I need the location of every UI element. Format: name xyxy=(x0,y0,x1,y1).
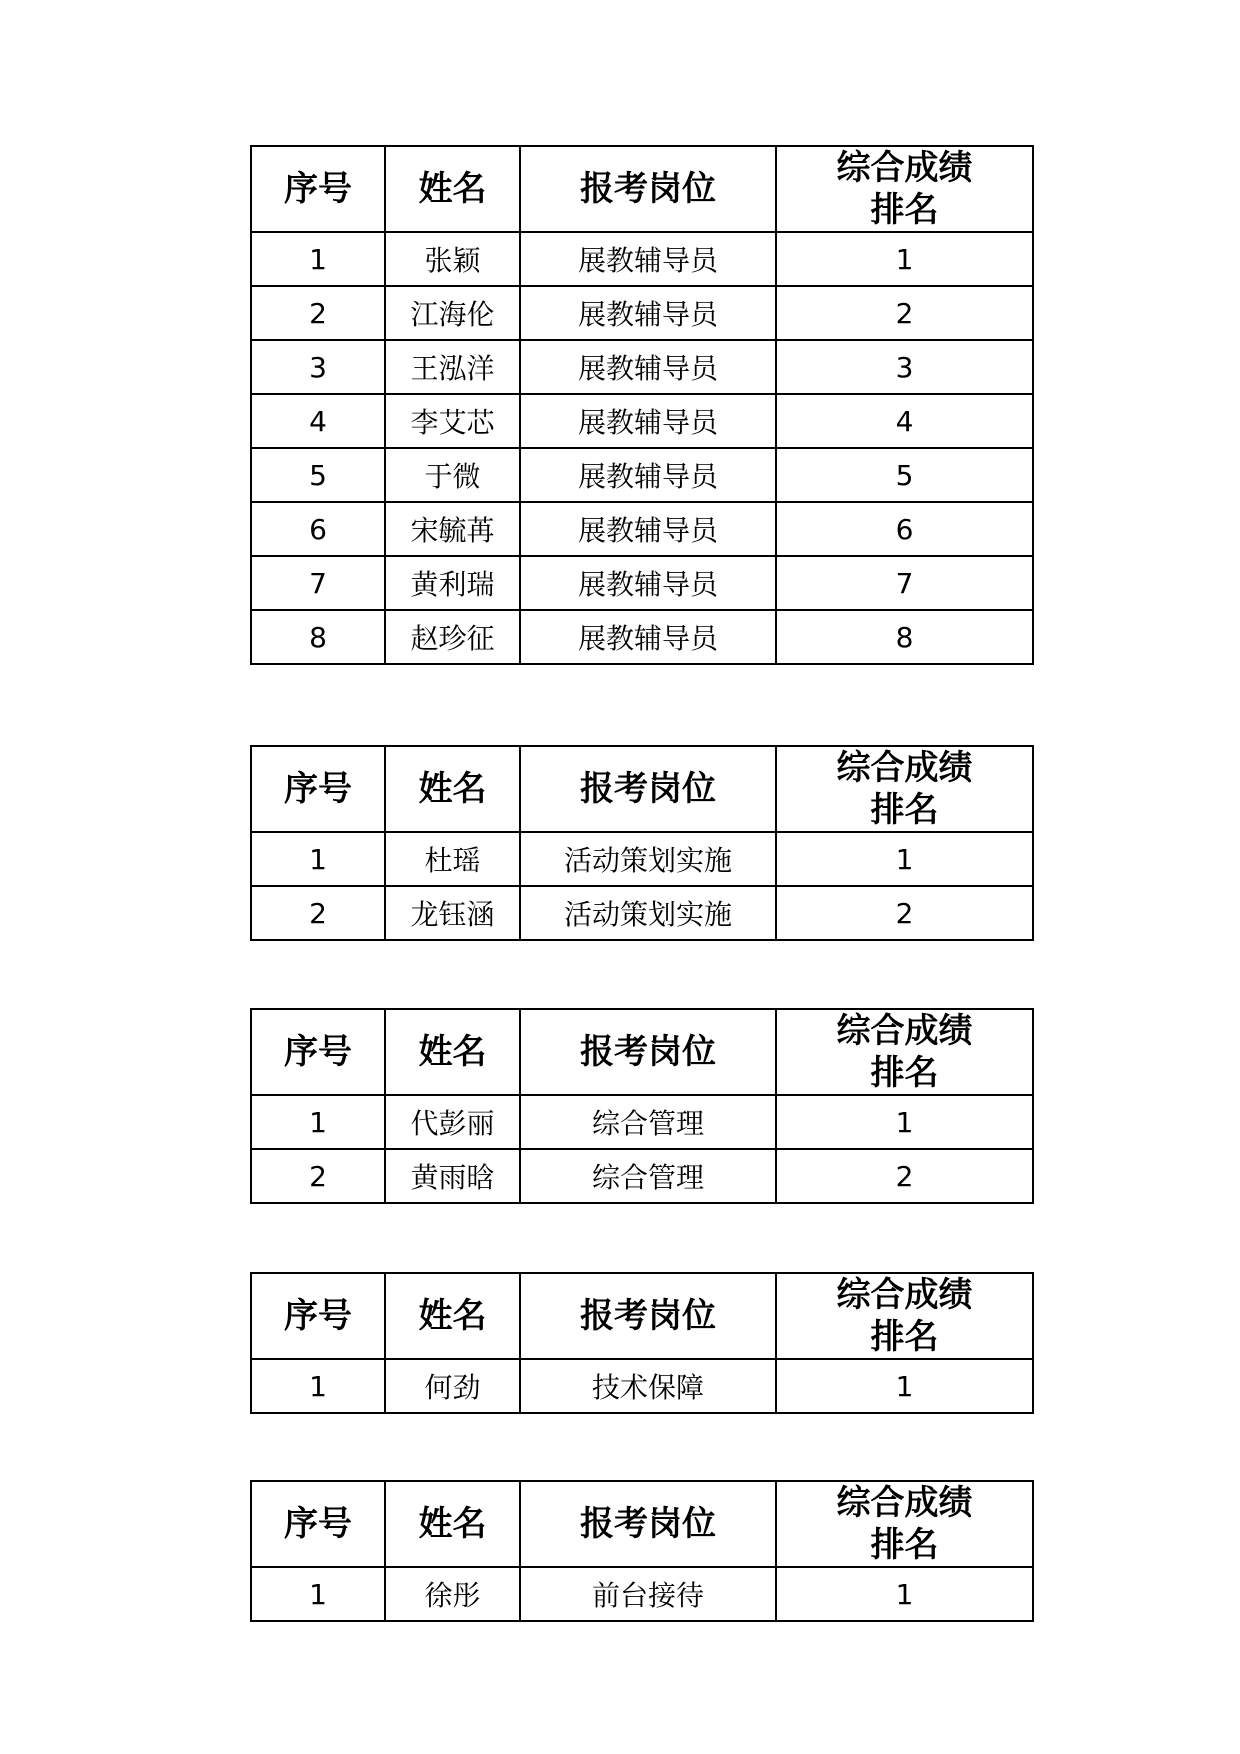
header-rank-line2: 排名 xyxy=(870,790,939,830)
table-row xyxy=(251,448,1033,502)
cell-position: 展教辅导员 xyxy=(520,556,776,610)
header-rank-line1: 综合成绩 xyxy=(836,748,973,788)
header-rank-line1: 综合成绩 xyxy=(836,1483,973,1523)
header-name: 姓名 xyxy=(385,1009,520,1095)
cell-rank: 7 xyxy=(776,556,1033,610)
table-row xyxy=(251,1149,1033,1203)
header-position: 报考岗位 xyxy=(520,146,776,232)
cell-position: 前台接待 xyxy=(520,1567,776,1621)
table-row xyxy=(251,394,1033,448)
header-position: 报考岗位 xyxy=(520,1273,776,1359)
header-rank-line1: 综合成绩 xyxy=(836,148,973,188)
cell-name: 黄利瑞 xyxy=(385,556,520,610)
cell-rank: 1 xyxy=(776,232,1033,286)
cell-rank: 1 xyxy=(776,1359,1033,1413)
cell-position: 展教辅导员 xyxy=(520,232,776,286)
table-row xyxy=(251,232,1033,286)
cell-seq: 2 xyxy=(251,1149,385,1203)
ranking-table-3 xyxy=(250,1008,1034,1204)
cell-position: 展教辅导员 xyxy=(520,502,776,556)
ranking-table-1 xyxy=(250,145,1034,665)
cell-rank: 3 xyxy=(776,340,1033,394)
header-rank xyxy=(776,146,1033,232)
cell-rank: 1 xyxy=(776,832,1033,886)
cell-name: 黄雨晗 xyxy=(385,1149,520,1203)
cell-position: 展教辅导员 xyxy=(520,394,776,448)
header-seq: 序号 xyxy=(251,746,385,832)
cell-name: 王泓洋 xyxy=(385,340,520,394)
header-rank xyxy=(776,1273,1033,1359)
header-position: 报考岗位 xyxy=(520,746,776,832)
cell-rank: 2 xyxy=(776,286,1033,340)
table-header-row xyxy=(251,1009,1033,1095)
header-seq: 序号 xyxy=(251,1481,385,1567)
header-position: 报考岗位 xyxy=(520,1009,776,1095)
cell-rank: 2 xyxy=(776,886,1033,940)
ranking-table-4 xyxy=(250,1272,1034,1414)
cell-rank: 4 xyxy=(776,394,1033,448)
cell-name: 杜瑶 xyxy=(385,832,520,886)
table-row xyxy=(251,610,1033,664)
table-header-row xyxy=(251,746,1033,832)
header-name: 姓名 xyxy=(385,1273,520,1359)
table-header-row xyxy=(251,146,1033,232)
header-rank-line2: 排名 xyxy=(870,190,939,230)
cell-seq: 1 xyxy=(251,1359,385,1413)
table-row xyxy=(251,832,1033,886)
cell-position: 技术保障 xyxy=(520,1359,776,1413)
cell-position: 活动策划实施 xyxy=(520,886,776,940)
header-name: 姓名 xyxy=(385,1481,520,1567)
header-rank-line1: 综合成绩 xyxy=(836,1275,973,1315)
cell-position: 活动策划实施 xyxy=(520,832,776,886)
cell-name: 徐彤 xyxy=(385,1567,520,1621)
cell-name: 张颖 xyxy=(385,232,520,286)
cell-seq: 1 xyxy=(251,232,385,286)
table-row xyxy=(251,1095,1033,1149)
cell-seq: 2 xyxy=(251,886,385,940)
cell-name: 李艾芯 xyxy=(385,394,520,448)
cell-position: 展教辅导员 xyxy=(520,340,776,394)
table-header-row xyxy=(251,1273,1033,1359)
table-row xyxy=(251,1359,1033,1413)
cell-position: 展教辅导员 xyxy=(520,286,776,340)
cell-rank: 2 xyxy=(776,1149,1033,1203)
header-rank-line2: 排名 xyxy=(870,1053,939,1093)
cell-seq: 7 xyxy=(251,556,385,610)
cell-name: 于微 xyxy=(385,448,520,502)
cell-seq: 6 xyxy=(251,502,385,556)
cell-seq: 2 xyxy=(251,286,385,340)
cell-seq: 5 xyxy=(251,448,385,502)
cell-seq: 1 xyxy=(251,1095,385,1149)
header-rank-line2: 排名 xyxy=(870,1525,939,1565)
cell-name: 赵珍征 xyxy=(385,610,520,664)
header-rank xyxy=(776,1481,1033,1567)
cell-rank: 1 xyxy=(776,1567,1033,1621)
table-row xyxy=(251,556,1033,610)
cell-name: 代彭丽 xyxy=(385,1095,520,1149)
cell-position: 综合管理 xyxy=(520,1149,776,1203)
table-row xyxy=(251,502,1033,556)
cell-name: 宋毓苒 xyxy=(385,502,520,556)
cell-position: 展教辅导员 xyxy=(520,448,776,502)
header-rank xyxy=(776,746,1033,832)
ranking-table-2 xyxy=(250,745,1034,941)
table-header-row xyxy=(251,1481,1033,1567)
header-rank-line1: 综合成绩 xyxy=(836,1011,973,1051)
cell-rank: 1 xyxy=(776,1095,1033,1149)
cell-rank: 8 xyxy=(776,610,1033,664)
cell-seq: 1 xyxy=(251,832,385,886)
header-rank-line2: 排名 xyxy=(870,1317,939,1357)
cell-rank: 5 xyxy=(776,448,1033,502)
table-row xyxy=(251,340,1033,394)
header-name: 姓名 xyxy=(385,146,520,232)
cell-position: 展教辅导员 xyxy=(520,610,776,664)
cell-name: 何劲 xyxy=(385,1359,520,1413)
table-row xyxy=(251,886,1033,940)
header-seq: 序号 xyxy=(251,1273,385,1359)
header-seq: 序号 xyxy=(251,1009,385,1095)
header-name: 姓名 xyxy=(385,746,520,832)
cell-seq: 4 xyxy=(251,394,385,448)
cell-seq: 8 xyxy=(251,610,385,664)
cell-seq: 1 xyxy=(251,1567,385,1621)
cell-rank: 6 xyxy=(776,502,1033,556)
cell-position: 综合管理 xyxy=(520,1095,776,1149)
table-row xyxy=(251,1567,1033,1621)
table-row xyxy=(251,286,1033,340)
cell-seq: 3 xyxy=(251,340,385,394)
header-position: 报考岗位 xyxy=(520,1481,776,1567)
header-seq: 序号 xyxy=(251,146,385,232)
cell-name: 龙钰涵 xyxy=(385,886,520,940)
header-rank xyxy=(776,1009,1033,1095)
ranking-table-5 xyxy=(250,1480,1034,1622)
cell-name: 江海伦 xyxy=(385,286,520,340)
